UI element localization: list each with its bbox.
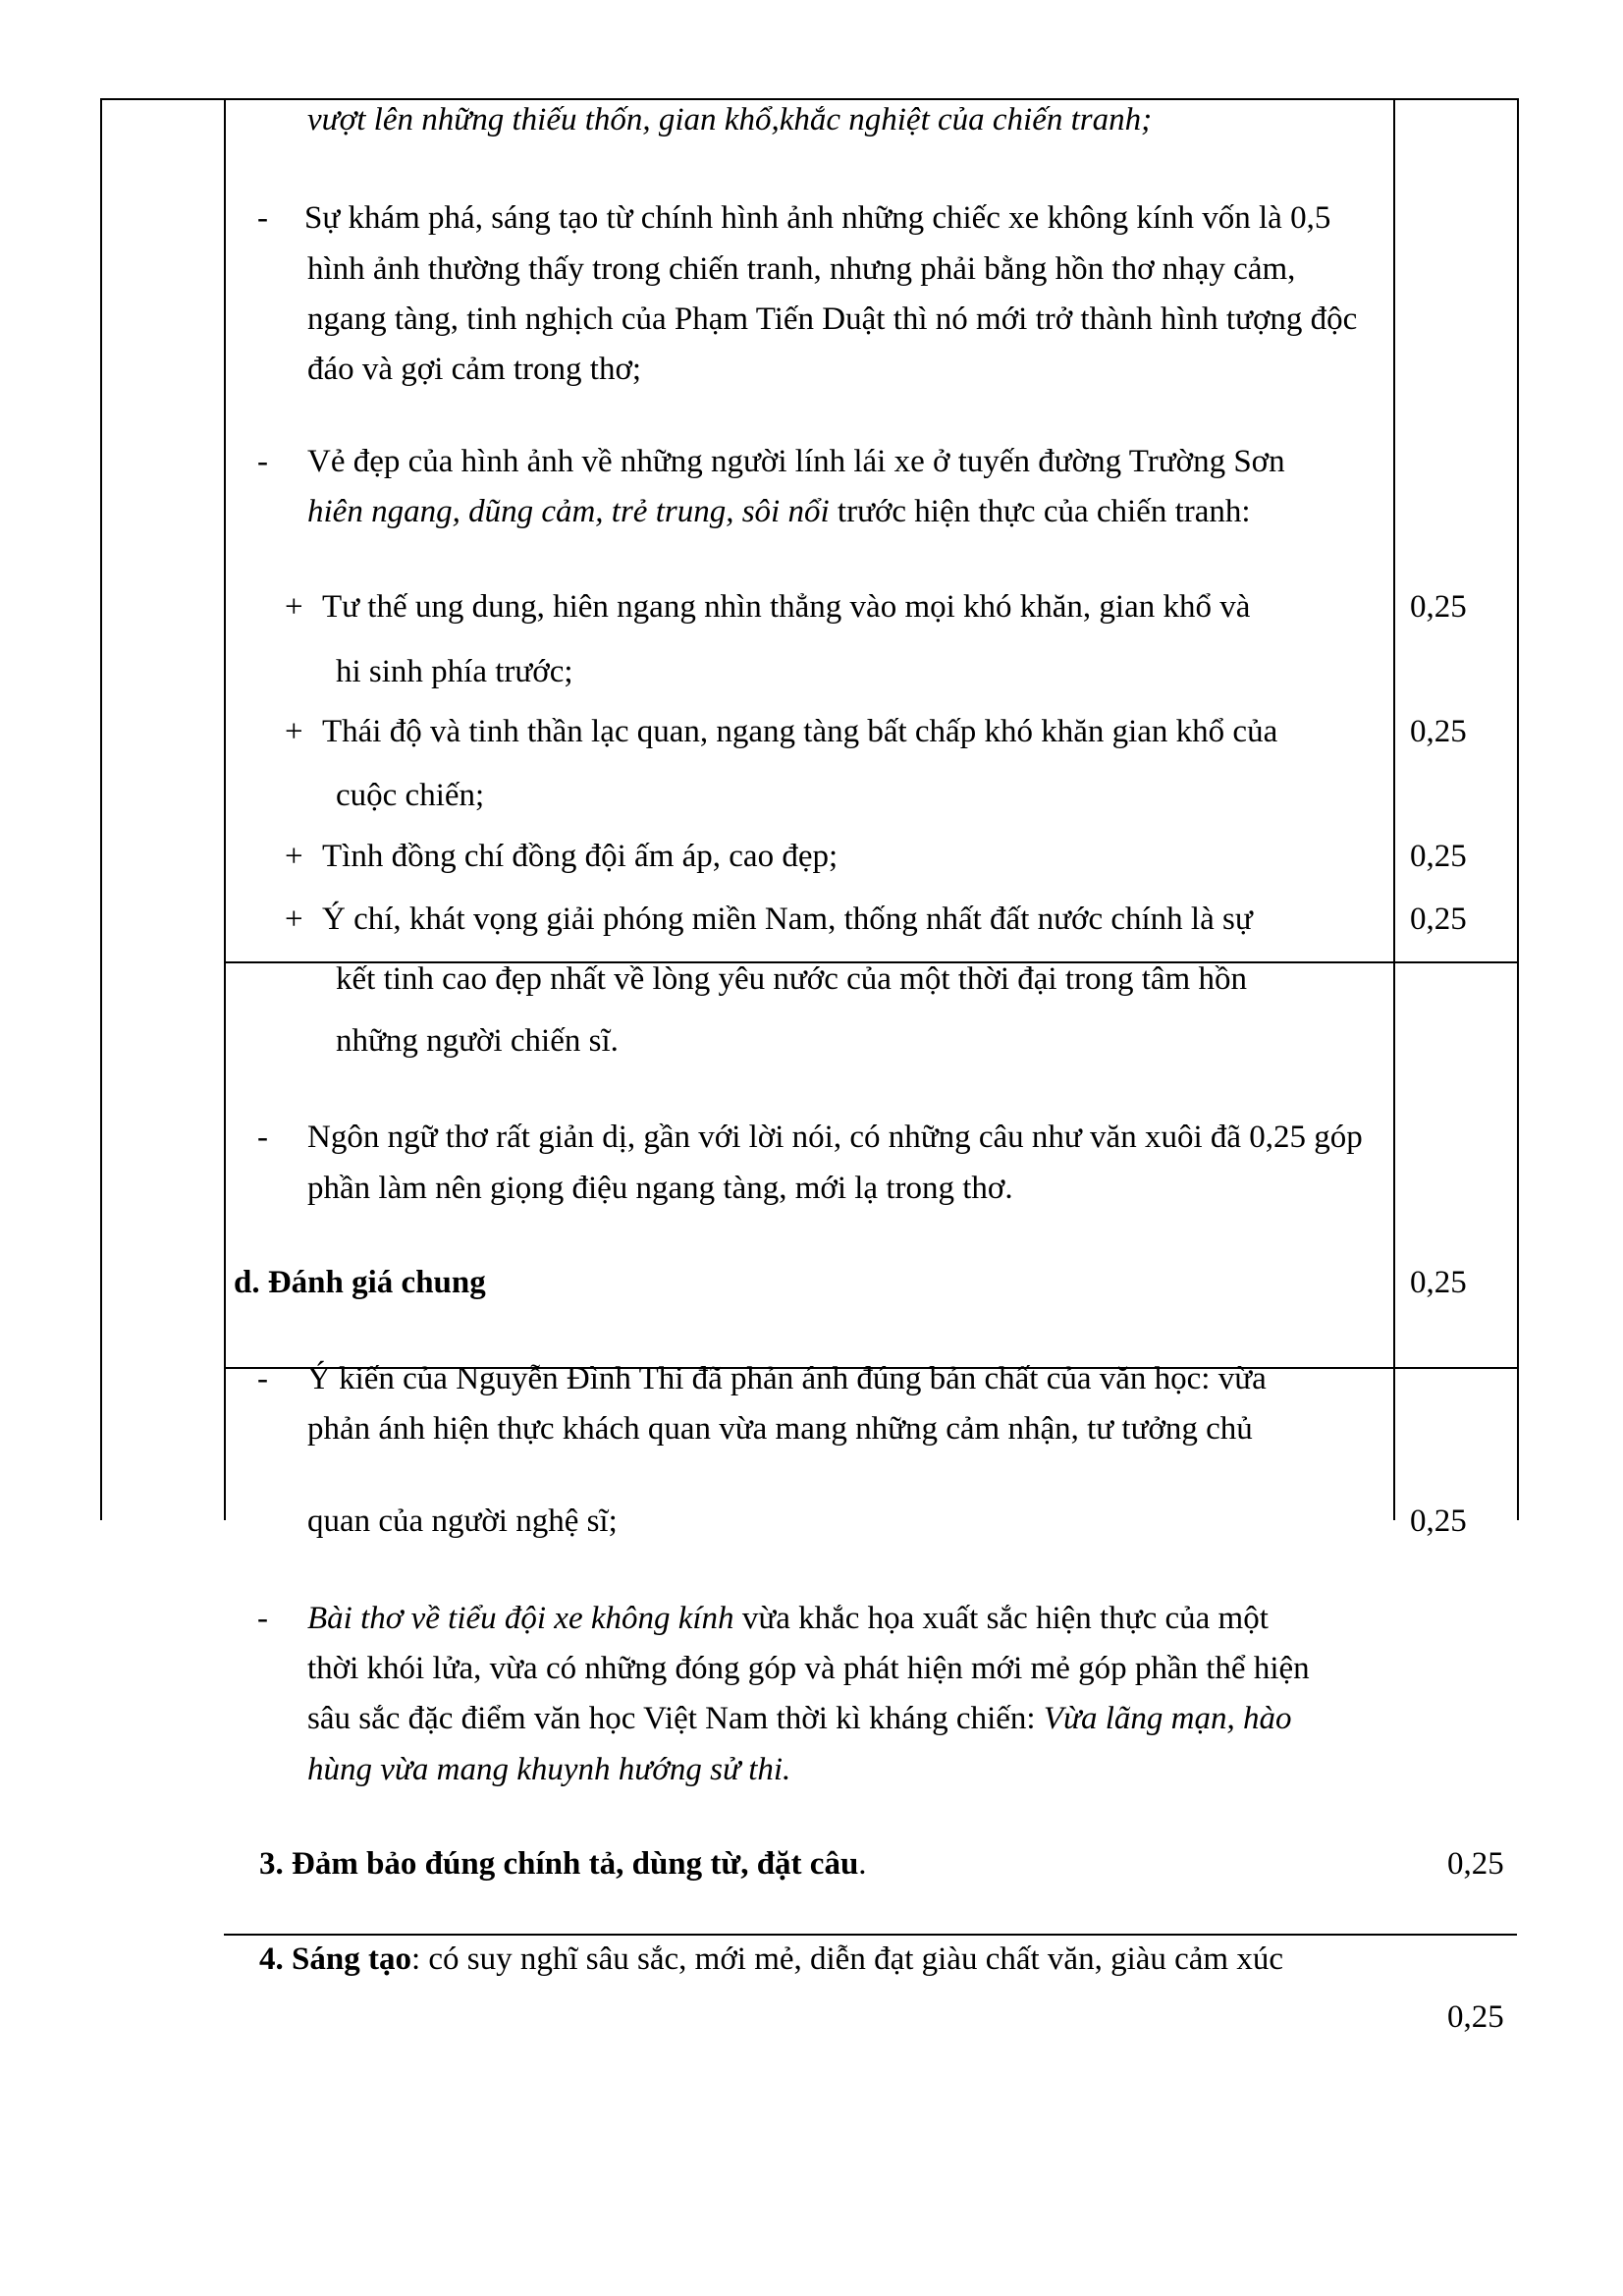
bullet-dash: - [257, 1120, 268, 1155]
text-line: đáo và gợi cảm trong thơ; [307, 352, 642, 387]
text-line: vượt lên những thiếu thốn, gian khổ,khắc nghiệt của chiến tranh; [307, 102, 1153, 137]
table-border-left [100, 98, 102, 1520]
text-normal: vừa khắc họa xuất sắc hiện thực của một [733, 1601, 1269, 1636]
text-line: hi sinh phía trước; [336, 654, 573, 689]
text-line: những người chiến sĩ. [336, 1023, 619, 1059]
table-border-score-left [1393, 98, 1395, 1520]
bullet-plus: + [285, 714, 303, 749]
bullet-plus: + [285, 839, 303, 874]
text-line: cuộc chiến; [336, 778, 485, 813]
text-line: ngang tàng, tinh nghịch của Phạm Tiến Duật thì nó mới trở thành hình tượng độc [307, 301, 1358, 337]
text-line: Vẻ đẹp của hình ảnh về những người lính lái xe ở tuyến đường Trường Sơn [307, 444, 1285, 479]
text-line: hùng vừa mang khuynh hướng sử thi. [307, 1752, 791, 1787]
score: 0,25 [1410, 714, 1467, 749]
section-heading [259, 1936, 1283, 1983]
text-normal: . [858, 1846, 867, 1882]
text-line [307, 1695, 1291, 1742]
score: 0,25 [1410, 902, 1467, 937]
text-italic: hiên ngang, dũng cảm, trẻ trung, sôi nổi [307, 494, 830, 529]
score: 0,25 [1410, 1265, 1467, 1300]
text-line: Tư thế ung dung, hiên ngang nhìn thẳng vào mọi khó khăn, gian khổ và [322, 589, 1251, 625]
score: 0,25 [1410, 1503, 1467, 1539]
text-line: Ngôn ngữ thơ rất giản dị, gần với lời nói, có những câu như văn xuôi đã 0,25 góp [307, 1120, 1363, 1155]
text-normal: : có suy nghĩ sâu sắc, mới mẻ, diễn đạt giàu chất văn, giàu cảm xúc [410, 1941, 1283, 1977]
text-bold: 3. Đảm bảo đúng chính tả, dùng từ, đặt câu [259, 1846, 859, 1882]
text-line [307, 1595, 1269, 1642]
table-border-inner-left [224, 98, 226, 1520]
bullet-dash: - [257, 1361, 268, 1396]
bullet-dash: - [257, 200, 268, 236]
text-line [307, 488, 1251, 535]
text-italic: Bài thơ về tiểu đội xe không kính [307, 1601, 734, 1636]
text-bold: 4. Sáng tạo [259, 1941, 411, 1977]
text-line: thời khói lửa, vừa có những đóng góp và phát hiện mới mẻ góp phần thể hiện [307, 1651, 1310, 1686]
text-line: quan của người nghệ sĩ; [307, 1503, 618, 1539]
text-line: Ý chí, khát vọng giải phóng miền Nam, thống nhất đất nước chính là sự [322, 902, 1253, 937]
text-normal: trước hiện thực của chiến tranh: [829, 494, 1251, 529]
text-line: Ý kiến của Nguyễn Đình Thi đã phản ánh đúng bản chất của văn học: vừa [307, 1361, 1267, 1396]
text-line: Thái độ và tinh thần lạc quan, ngang tàng bất chấp khó khăn gian khổ của [322, 714, 1278, 749]
score: 0,25 [1410, 839, 1467, 874]
bullet-dash: - [257, 1601, 268, 1636]
text-italic: Vừa lãng mạn, hào [1043, 1701, 1292, 1736]
table-border-right [1517, 98, 1519, 1520]
section-heading: d. Đánh giá chung [234, 1265, 486, 1300]
score: 0,25 [1447, 1999, 1504, 2035]
score: 0,25 [1447, 1846, 1504, 1882]
text-line: phần làm nên giọng điệu ngang tàng, mới lạ trong thơ. [307, 1171, 1013, 1206]
text-line: Sự khám phá, sáng tạo từ chính hình ảnh những chiếc xe không kính vốn là 0,5 [304, 200, 1331, 236]
text-line: Tình đồng chí đồng đội ấm áp, cao đẹp; [322, 839, 839, 874]
bullet-plus: + [285, 902, 303, 937]
text-line: kết tinh cao đẹp nhất về lòng yêu nước của một thời đại trong tâm hồn [336, 961, 1247, 997]
text-line: hình ảnh thường thấy trong chiến tranh, nhưng phải bằng hồn thơ nhạy cảm, [307, 251, 1296, 287]
text-line: phản ánh hiện thực khách quan vừa mang những cảm nhận, tư tưởng chủ [307, 1411, 1253, 1447]
bullet-dash: - [257, 444, 268, 479]
section-heading [259, 1840, 867, 1887]
bullet-plus: + [285, 589, 303, 625]
score: 0,25 [1410, 589, 1467, 625]
text-normal: sâu sắc đặc điểm văn học Việt Nam thời kì kháng chiến: [307, 1701, 1044, 1736]
